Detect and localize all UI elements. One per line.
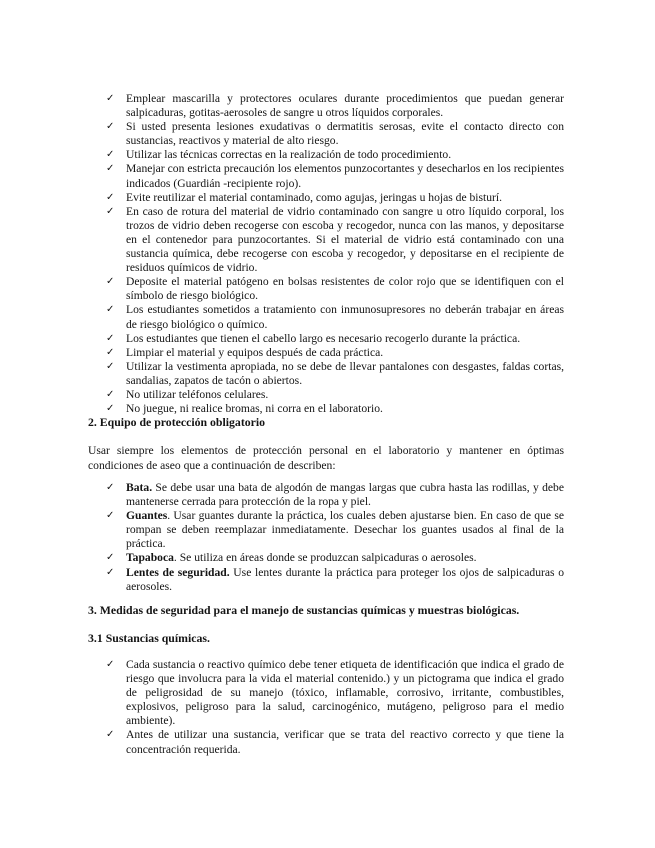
list-item-text: No utilizar teléfonos celulares. — [126, 387, 269, 401]
list-item — [106, 481, 564, 509]
list-item-text: Evite reutilizar el material contaminado, como agujas, jeringas u hojas de bisturí. — [126, 190, 503, 204]
check-icon: ✓ — [106, 510, 115, 522]
check-icon: ✓ — [106, 552, 115, 564]
list-item-text: Los estudiantes que tienen el cabello largo es necesario recogerlo durante la práctica. — [126, 331, 521, 345]
check-icon: ✓ — [106, 566, 115, 578]
section-heading: 3. Medidas de seguridad para el manejo de sustancias químicas y muestras biológicas. — [88, 603, 520, 617]
chemical-substances-list — [106, 658, 564, 757]
subsection-heading: 3.1 Sustancias químicas. — [88, 631, 210, 645]
item-term: Lentes de seguridad. — [126, 565, 230, 579]
list-item-text: Manejar con estricta precaución los elementos punzocortantes y desecharlos en los recipientes indicados (Guardián -recipiente rojo). — [126, 162, 564, 190]
item-term: Tapaboca — [126, 551, 174, 565]
item-description: Use lentes durante la práctica para proteger los ojos de salpicaduras o aerosoles. — [126, 565, 564, 593]
list-item-text: Cada sustancia o reactivo químico debe tener etiqueta de identificación que indica el grado de riesgo que involucra para la vida el material contenido.) y un pictograma que indica el grado de peligrosidad de su manejo (tóxico, inflamable, corrosivo, irritante, combustibles, explosivos, peligroso para la salud, carcinogénico, mutágeno, peligroso para el medio ambiente). — [126, 658, 564, 728]
check-icon: ✓ — [106, 346, 115, 358]
item-description: Se debe usar una bata de algodón de mangas largas que cubra hasta las rodillas, y debe mantenerse cerrada para protección de la ropa y piel. — [126, 481, 564, 509]
list-item-text: Utilizar las técnicas correctas en la realización de todo procedimiento. — [126, 148, 452, 162]
check-icon: ✓ — [106, 388, 115, 400]
list-item — [106, 162, 564, 190]
list-item — [106, 551, 564, 565]
list-item — [106, 205, 564, 275]
list-item-text: Antes de utilizar una sustancia, verificar que se trata del reactivo correcto y que tiene la concentración requerida. — [126, 728, 564, 756]
list-item — [106, 658, 564, 728]
check-icon: ✓ — [106, 659, 115, 670]
list-item — [106, 728, 564, 756]
check-icon: ✓ — [106, 729, 115, 741]
list-item-text: Utilizar la vestimenta apropiada, no se debe de llevar pantalones con desgastes, faldas cortas, sandalias, zapatos de tacón o abiertos. — [126, 359, 564, 387]
list-item — [106, 360, 564, 388]
biosafety-rules-list — [106, 92, 564, 416]
list-item — [106, 388, 564, 402]
list-item — [106, 191, 564, 205]
check-icon: ✓ — [106, 403, 115, 415]
check-icon: ✓ — [106, 304, 115, 316]
check-icon: ✓ — [106, 149, 115, 161]
list-item — [106, 148, 564, 162]
list-item — [106, 509, 564, 551]
section-paragraph: Usar siempre los elementos de protección personal en el laboratorio y mantener en óptimas condiciones de aseo que a continuación de describen: — [88, 444, 564, 472]
item-description: . Se utiliza en áreas donde se produzcan salpicaduras o aerosoles. — [173, 551, 477, 565]
protection-equipment-list — [106, 481, 564, 594]
check-icon: ✓ — [106, 205, 115, 217]
list-item — [106, 120, 564, 148]
item-description: . Usar guantes durante la práctica, los cuales deben ajustarse bien. En caso de que se rompan se deben reemplazar inmediatamente. Desechar los guantes usados al final de la práctica. — [126, 509, 564, 551]
item-term: Bata. — [126, 481, 153, 494]
list-item — [106, 346, 564, 360]
list-item-text: En caso de rotura del material de vidrio contaminado con sangre u otro líquido corporal, los trozos de vidrio deben recogerse con escoba y recogedor, nunca con las manos, y depositarse en el contenedor para punzocortantes. Si el material de vidrio está contaminado con una sustancia química, debe recogerse con escoba y recogedor, y depositarse en el recipiente de residuos químicos de vidrio. — [126, 204, 564, 275]
check-icon: ✓ — [106, 93, 115, 104]
list-item — [106, 92, 564, 120]
check-icon: ✓ — [106, 360, 115, 372]
list-item — [106, 332, 564, 346]
check-icon: ✓ — [106, 482, 115, 493]
check-icon: ✓ — [106, 191, 115, 203]
list-item-text: Los estudiantes sometidos a tratamiento con inmunosupresores no deberán trabajar en áreas de riesgo biológico o químico. — [126, 303, 564, 331]
list-item — [106, 566, 564, 594]
list-item-text: Emplear mascarilla y protectores oculares durante procedimientos que puedan generar salpicaduras, gotitas-aerosoles de sangre u otros líquidos corporales. — [126, 92, 564, 120]
list-item-text: Limpiar el material y equipos después de cada práctica. — [126, 345, 384, 359]
check-icon: ✓ — [106, 332, 115, 344]
check-icon: ✓ — [106, 276, 115, 288]
list-item-text: Si usted presenta lesiones exudativas o dermatitis serosas, evite el contacto directo con sustancias, reactivos y material de alto riesgo. — [126, 120, 564, 148]
list-item-text: Deposite el material patógeno en bolsas resistentes de color rojo que se identifiquen con el símbolo de riesgo biológico. — [126, 275, 564, 303]
list-item-text: No juegue, ni realice bromas, ni corra en el laboratorio. — [126, 402, 383, 416]
list-item — [106, 303, 564, 331]
item-term: Guantes — [126, 509, 168, 523]
section-heading: 2. Equipo de protección obligatorio — [88, 415, 266, 429]
list-item — [106, 275, 564, 303]
check-icon: ✓ — [106, 121, 115, 133]
check-icon: ✓ — [106, 163, 115, 175]
